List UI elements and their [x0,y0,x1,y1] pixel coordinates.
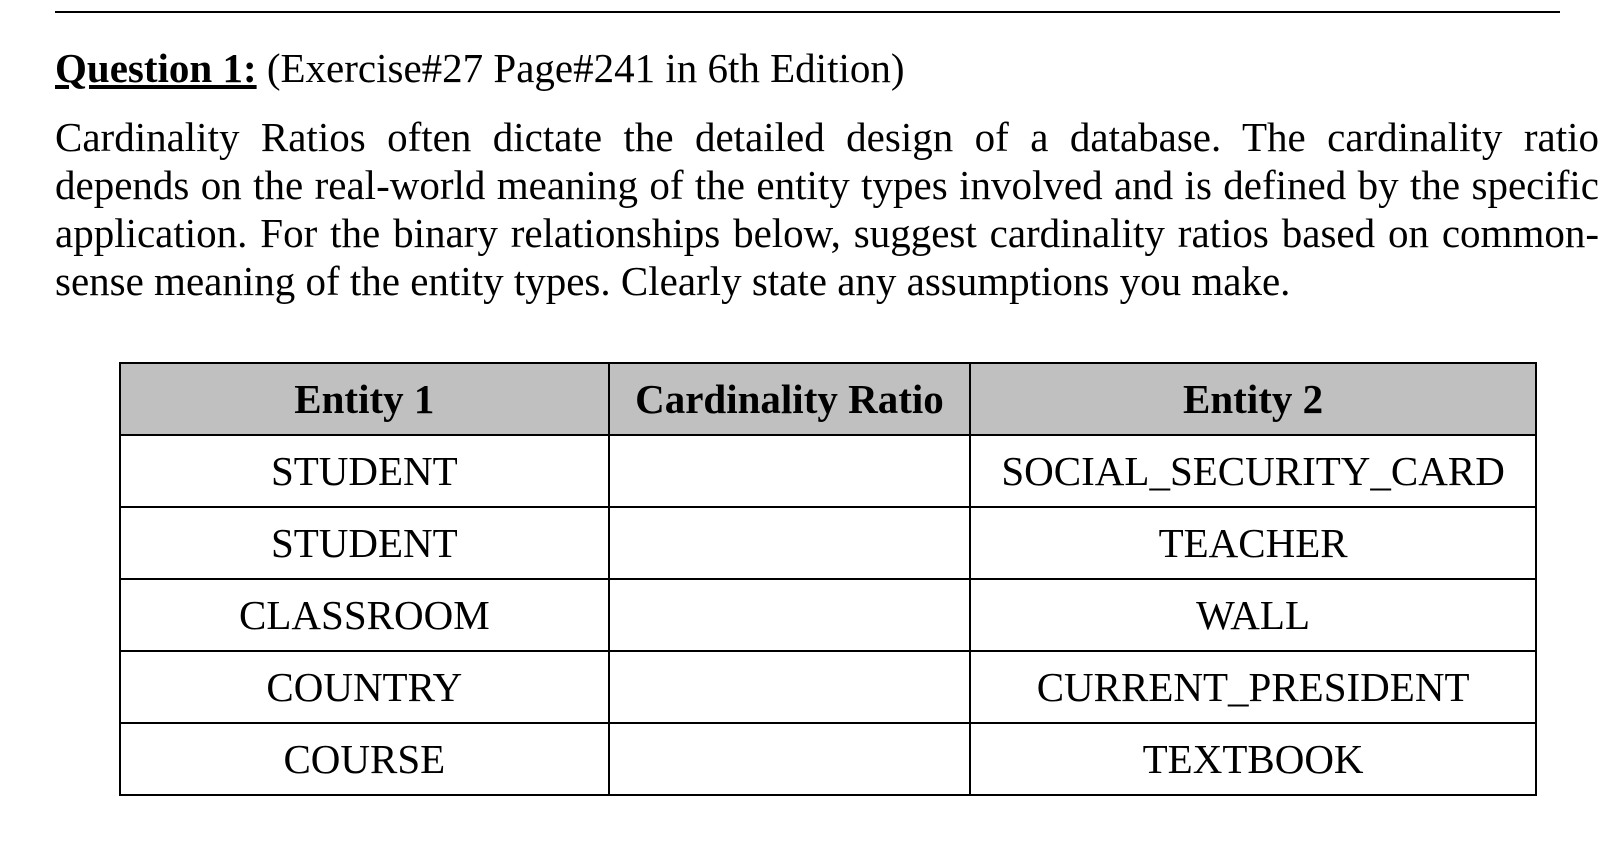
entity-1-cell: COURSE [120,723,609,795]
question-label: Question 1: [55,45,257,91]
header-entity-2: Entity 2 [970,363,1536,435]
cardinality-table [119,362,1537,796]
cardinality-ratio-cell[interactable] [609,579,971,651]
top-divider [55,11,1560,13]
cardinality-ratio-cell[interactable] [609,435,971,507]
table-row [120,435,1536,507]
header-entity-1: Entity 1 [120,363,609,435]
question-heading [55,44,905,92]
table-row [120,579,1536,651]
entity-1-cell: CLASSROOM [120,579,609,651]
question-body: Cardinality Ratios often dictate the detailed design of a database. The cardinality ratio depends on the real-world meaning of the entity types involved and is defined by the specific application. For the binary relationships below, suggest cardinality ratios based on common-sense meaning of the entity types. Clearly state any assumptions you make. [55,114,1599,304]
entity-1-cell: COUNTRY [120,651,609,723]
entity-1-cell: STUDENT [120,435,609,507]
header-cardinality-ratio: Cardinality Ratio [609,363,971,435]
entity-2-cell: SOCIAL_SECURITY_CARD [970,435,1536,507]
cardinality-ratio-cell[interactable] [609,651,971,723]
question-reference: (Exercise#27 Page#241 in 6th Edition) [266,45,905,91]
table-row [120,651,1536,723]
entity-1-cell: STUDENT [120,507,609,579]
entity-2-cell: WALL [970,579,1536,651]
entity-2-cell: TEACHER [970,507,1536,579]
cardinality-ratio-cell[interactable] [609,507,971,579]
entity-2-cell: CURRENT_PRESIDENT [970,651,1536,723]
cardinality-ratio-cell[interactable] [609,723,971,795]
table-row [120,507,1536,579]
table-header-row [120,363,1536,435]
table-row [120,723,1536,795]
entity-2-cell: TEXTBOOK [970,723,1536,795]
